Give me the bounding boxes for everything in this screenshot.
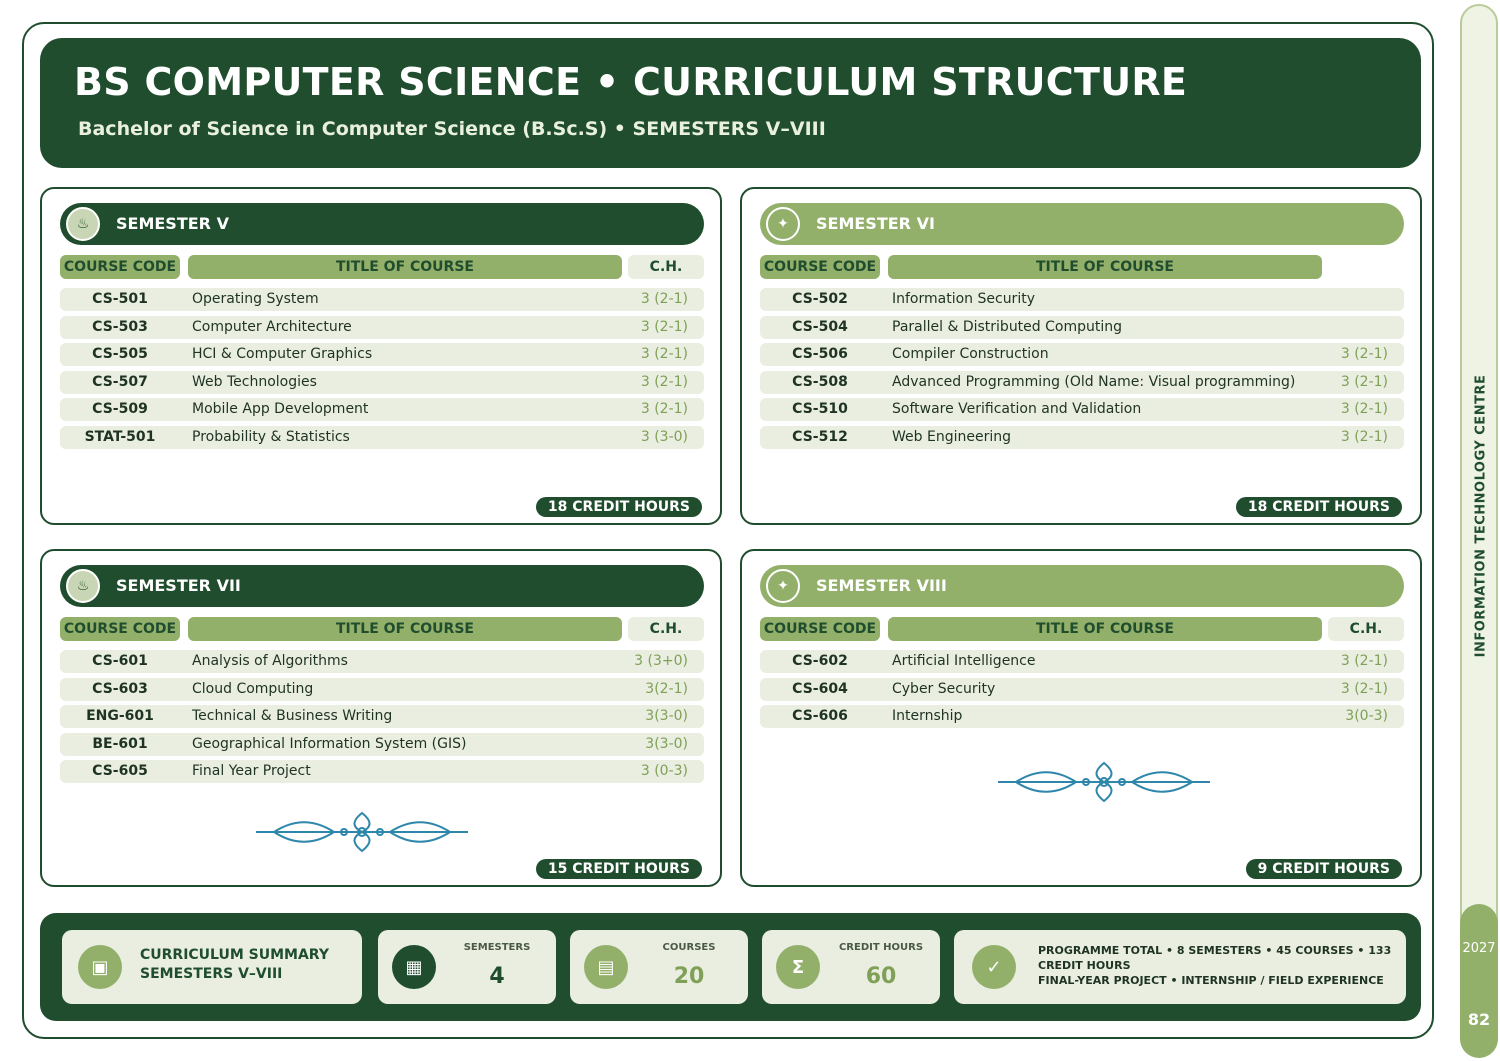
course-row	[760, 371, 1404, 394]
course-row	[60, 760, 704, 783]
course-title: Compiler Construction	[892, 346, 1049, 362]
course-row	[60, 288, 704, 311]
course-code: CS-503	[92, 318, 148, 335]
page-header	[40, 38, 1421, 168]
sigma-icon: Σ	[776, 945, 820, 989]
column-header-code: COURSE CODE	[60, 255, 180, 279]
page-subtitle: Bachelor of Science in Computer Science (B.Sc.S) • SEMESTERS V–VIII	[78, 118, 826, 140]
course-code: CS-601	[92, 653, 148, 669]
semester-title: SEMESTER V	[116, 214, 229, 233]
course-row	[60, 371, 704, 394]
semester-header	[60, 565, 704, 607]
course-row	[60, 426, 704, 449]
credit-stat-card	[762, 930, 940, 1004]
star-icon: ✦	[766, 569, 800, 603]
course-code: CS-505	[92, 346, 148, 362]
course-title: Geographical Information System (GIS)	[192, 735, 467, 752]
course-credit: 3(3-0)	[645, 708, 688, 724]
check-icon: ✓	[972, 945, 1016, 989]
course-code: CS-509	[92, 401, 148, 417]
course-credit: 3 (2-1)	[640, 346, 688, 362]
course-code: ENG-601	[86, 708, 154, 724]
column-header-title: TITLE OF COURSE	[888, 617, 1322, 641]
semester-header	[760, 203, 1404, 245]
course-title: Advanced Programming (Old Name: Visual programming)	[892, 373, 1296, 390]
course-list	[760, 650, 1404, 733]
course-title: HCI & Computer Graphics	[192, 346, 373, 362]
course-row	[60, 705, 704, 728]
column-header-ch: C.H.	[628, 617, 704, 641]
side-rail	[1460, 4, 1498, 1056]
course-title: Probability & Statistics	[192, 428, 350, 445]
semester-header	[60, 203, 704, 245]
course-title: Mobile App Development	[192, 401, 369, 417]
semester-panel	[740, 549, 1422, 887]
year-label: 2027	[1462, 941, 1496, 956]
course-credit: 3(2-1)	[645, 680, 688, 697]
column-header-code: COURSE CODE	[760, 255, 880, 279]
course-code: CS-501	[92, 291, 148, 307]
semester-title: SEMESTER VII	[116, 576, 241, 595]
course-row	[760, 678, 1404, 701]
course-code: CS-506	[792, 346, 848, 362]
course-code: CS-604	[792, 680, 848, 697]
course-title: Operating System	[192, 291, 319, 307]
course-credit: 3 (2-1)	[640, 401, 688, 417]
course-credit: 3 (2-1)	[1340, 373, 1388, 390]
course-credit: 3 (2-1)	[1340, 346, 1388, 362]
course-row	[60, 343, 704, 366]
course-list	[760, 288, 1404, 453]
semesters-stat-card	[378, 930, 556, 1004]
course-code: CS-512	[792, 428, 848, 445]
course-list	[60, 288, 704, 453]
summary-card	[62, 930, 362, 1004]
summary-subtitle: SEMESTERS V–VIII	[140, 966, 283, 982]
page-title: BS COMPUTER SCIENCE • CURRICULUM STRUCTURE	[74, 60, 1188, 104]
course-credit: 3 (2-1)	[640, 318, 688, 335]
course-code: CS-606	[792, 708, 848, 724]
course-title: Final Year Project	[192, 763, 311, 779]
course-credit: 3 (2-1)	[1340, 428, 1388, 445]
course-title: Computer Architecture	[192, 318, 352, 335]
course-title: Information Security	[892, 291, 1035, 307]
credit-label: CREDIT HOURS	[838, 942, 924, 953]
course-title: Software Verification and Validation	[892, 401, 1142, 417]
programme-card	[954, 930, 1406, 1004]
programme-notes: FINAL-YEAR PROJECT • INTERNSHIP / FIELD EXPERIENCE	[1038, 974, 1384, 987]
column-header-title: TITLE OF COURSE	[188, 255, 622, 279]
course-row	[760, 288, 1404, 311]
credit-hours-badge: 18 CREDIT HOURS	[1236, 497, 1402, 517]
course-row	[60, 398, 704, 421]
course-row	[760, 650, 1404, 673]
course-code: CS-502	[792, 291, 848, 307]
page-number: 82	[1467, 1010, 1491, 1029]
course-title: Artificial Intelligence	[892, 653, 1036, 669]
course-title: Web Engineering	[892, 428, 1011, 445]
lamp-icon: ♨	[66, 569, 100, 603]
course-code: STAT-501	[84, 428, 156, 445]
course-credit: 3(3-0)	[645, 735, 688, 752]
course-row	[60, 650, 704, 673]
lamp-icon: ♨	[66, 207, 100, 241]
course-row	[760, 343, 1404, 366]
semester-title: SEMESTER VI	[816, 214, 935, 233]
course-row	[60, 733, 704, 756]
course-credit: 3 (3+0)	[634, 653, 688, 669]
course-title: Internship	[892, 708, 963, 724]
semester-header	[760, 565, 1404, 607]
programme-total: PROGRAMME TOTAL • 8 SEMESTERS • 45 COURSES • 133 CREDIT HOURS	[1038, 944, 1392, 972]
semester-panel	[40, 549, 722, 887]
course-credit: 3 (0-3)	[640, 763, 688, 779]
credit-hours-badge: 9 CREDIT HOURS	[1246, 859, 1402, 879]
course-credit: 3 (2-1)	[1340, 653, 1388, 669]
course-title: Parallel & Distributed Computing	[892, 318, 1123, 335]
semester-title: SEMESTER VIII	[816, 576, 947, 595]
column-header-ch: C.H.	[628, 255, 704, 279]
course-credit: 3 (2-1)	[1340, 401, 1388, 417]
document-icon: ▤	[584, 945, 628, 989]
course-code: BE-601	[92, 735, 148, 752]
semester-panel	[40, 187, 722, 525]
summary-title: CURRICULUM SUMMARY	[140, 947, 329, 963]
course-code: CS-504	[792, 318, 848, 335]
course-credit: 3(0-3)	[1345, 708, 1388, 724]
courses-stat-card	[570, 930, 748, 1004]
course-title: Technical & Business Writing	[192, 708, 393, 724]
credit-value: 60	[865, 964, 897, 989]
course-code: CS-605	[92, 763, 148, 779]
course-row	[760, 426, 1404, 449]
course-title: Cyber Security	[892, 680, 996, 697]
column-header-code: COURSE CODE	[60, 617, 180, 641]
course-credit: 3 (3-0)	[640, 428, 688, 445]
course-row	[760, 316, 1404, 339]
course-credit: 3 (2-1)	[640, 373, 688, 390]
courses-value: 20	[673, 964, 705, 989]
course-code: CS-603	[92, 680, 148, 697]
ornament-divider	[254, 809, 470, 859]
grid-icon: ▦	[392, 945, 436, 989]
side-label: INFORMATION TECHNOLOGY CENTRE	[1473, 374, 1489, 658]
course-code: CS-507	[92, 373, 148, 390]
star-icon: ✦	[766, 207, 800, 241]
column-header-title: TITLE OF COURSE	[888, 255, 1322, 279]
target-icon: ▣	[78, 945, 122, 989]
course-title: Web Technologies	[192, 373, 317, 390]
course-row	[60, 678, 704, 701]
course-code: CS-508	[792, 373, 848, 390]
course-row	[60, 316, 704, 339]
course-row	[760, 705, 1404, 728]
course-title: Cloud Computing	[192, 680, 314, 697]
course-credit: 3 (2-1)	[1340, 680, 1388, 697]
ornament-divider	[996, 759, 1212, 809]
course-code: CS-602	[792, 653, 848, 669]
semesters-label: SEMESTERS	[463, 942, 531, 953]
column-header-title: TITLE OF COURSE	[188, 617, 622, 641]
course-row	[760, 398, 1404, 421]
course-list	[60, 650, 704, 788]
column-header-code: COURSE CODE	[760, 617, 880, 641]
credit-hours-badge: 15 CREDIT HOURS	[536, 859, 702, 879]
semesters-value: 4	[489, 964, 505, 989]
summary-bar	[40, 913, 1421, 1021]
column-header-ch: C.H.	[1328, 617, 1404, 641]
semester-panel	[740, 187, 1422, 525]
courses-label: COURSES	[662, 942, 716, 953]
course-code: CS-510	[792, 401, 848, 417]
course-credit: 3 (2-1)	[640, 291, 688, 307]
credit-hours-badge: 18 CREDIT HOURS	[536, 497, 702, 517]
course-title: Analysis of Algorithms	[192, 653, 348, 669]
side-tab	[1460, 904, 1498, 1058]
